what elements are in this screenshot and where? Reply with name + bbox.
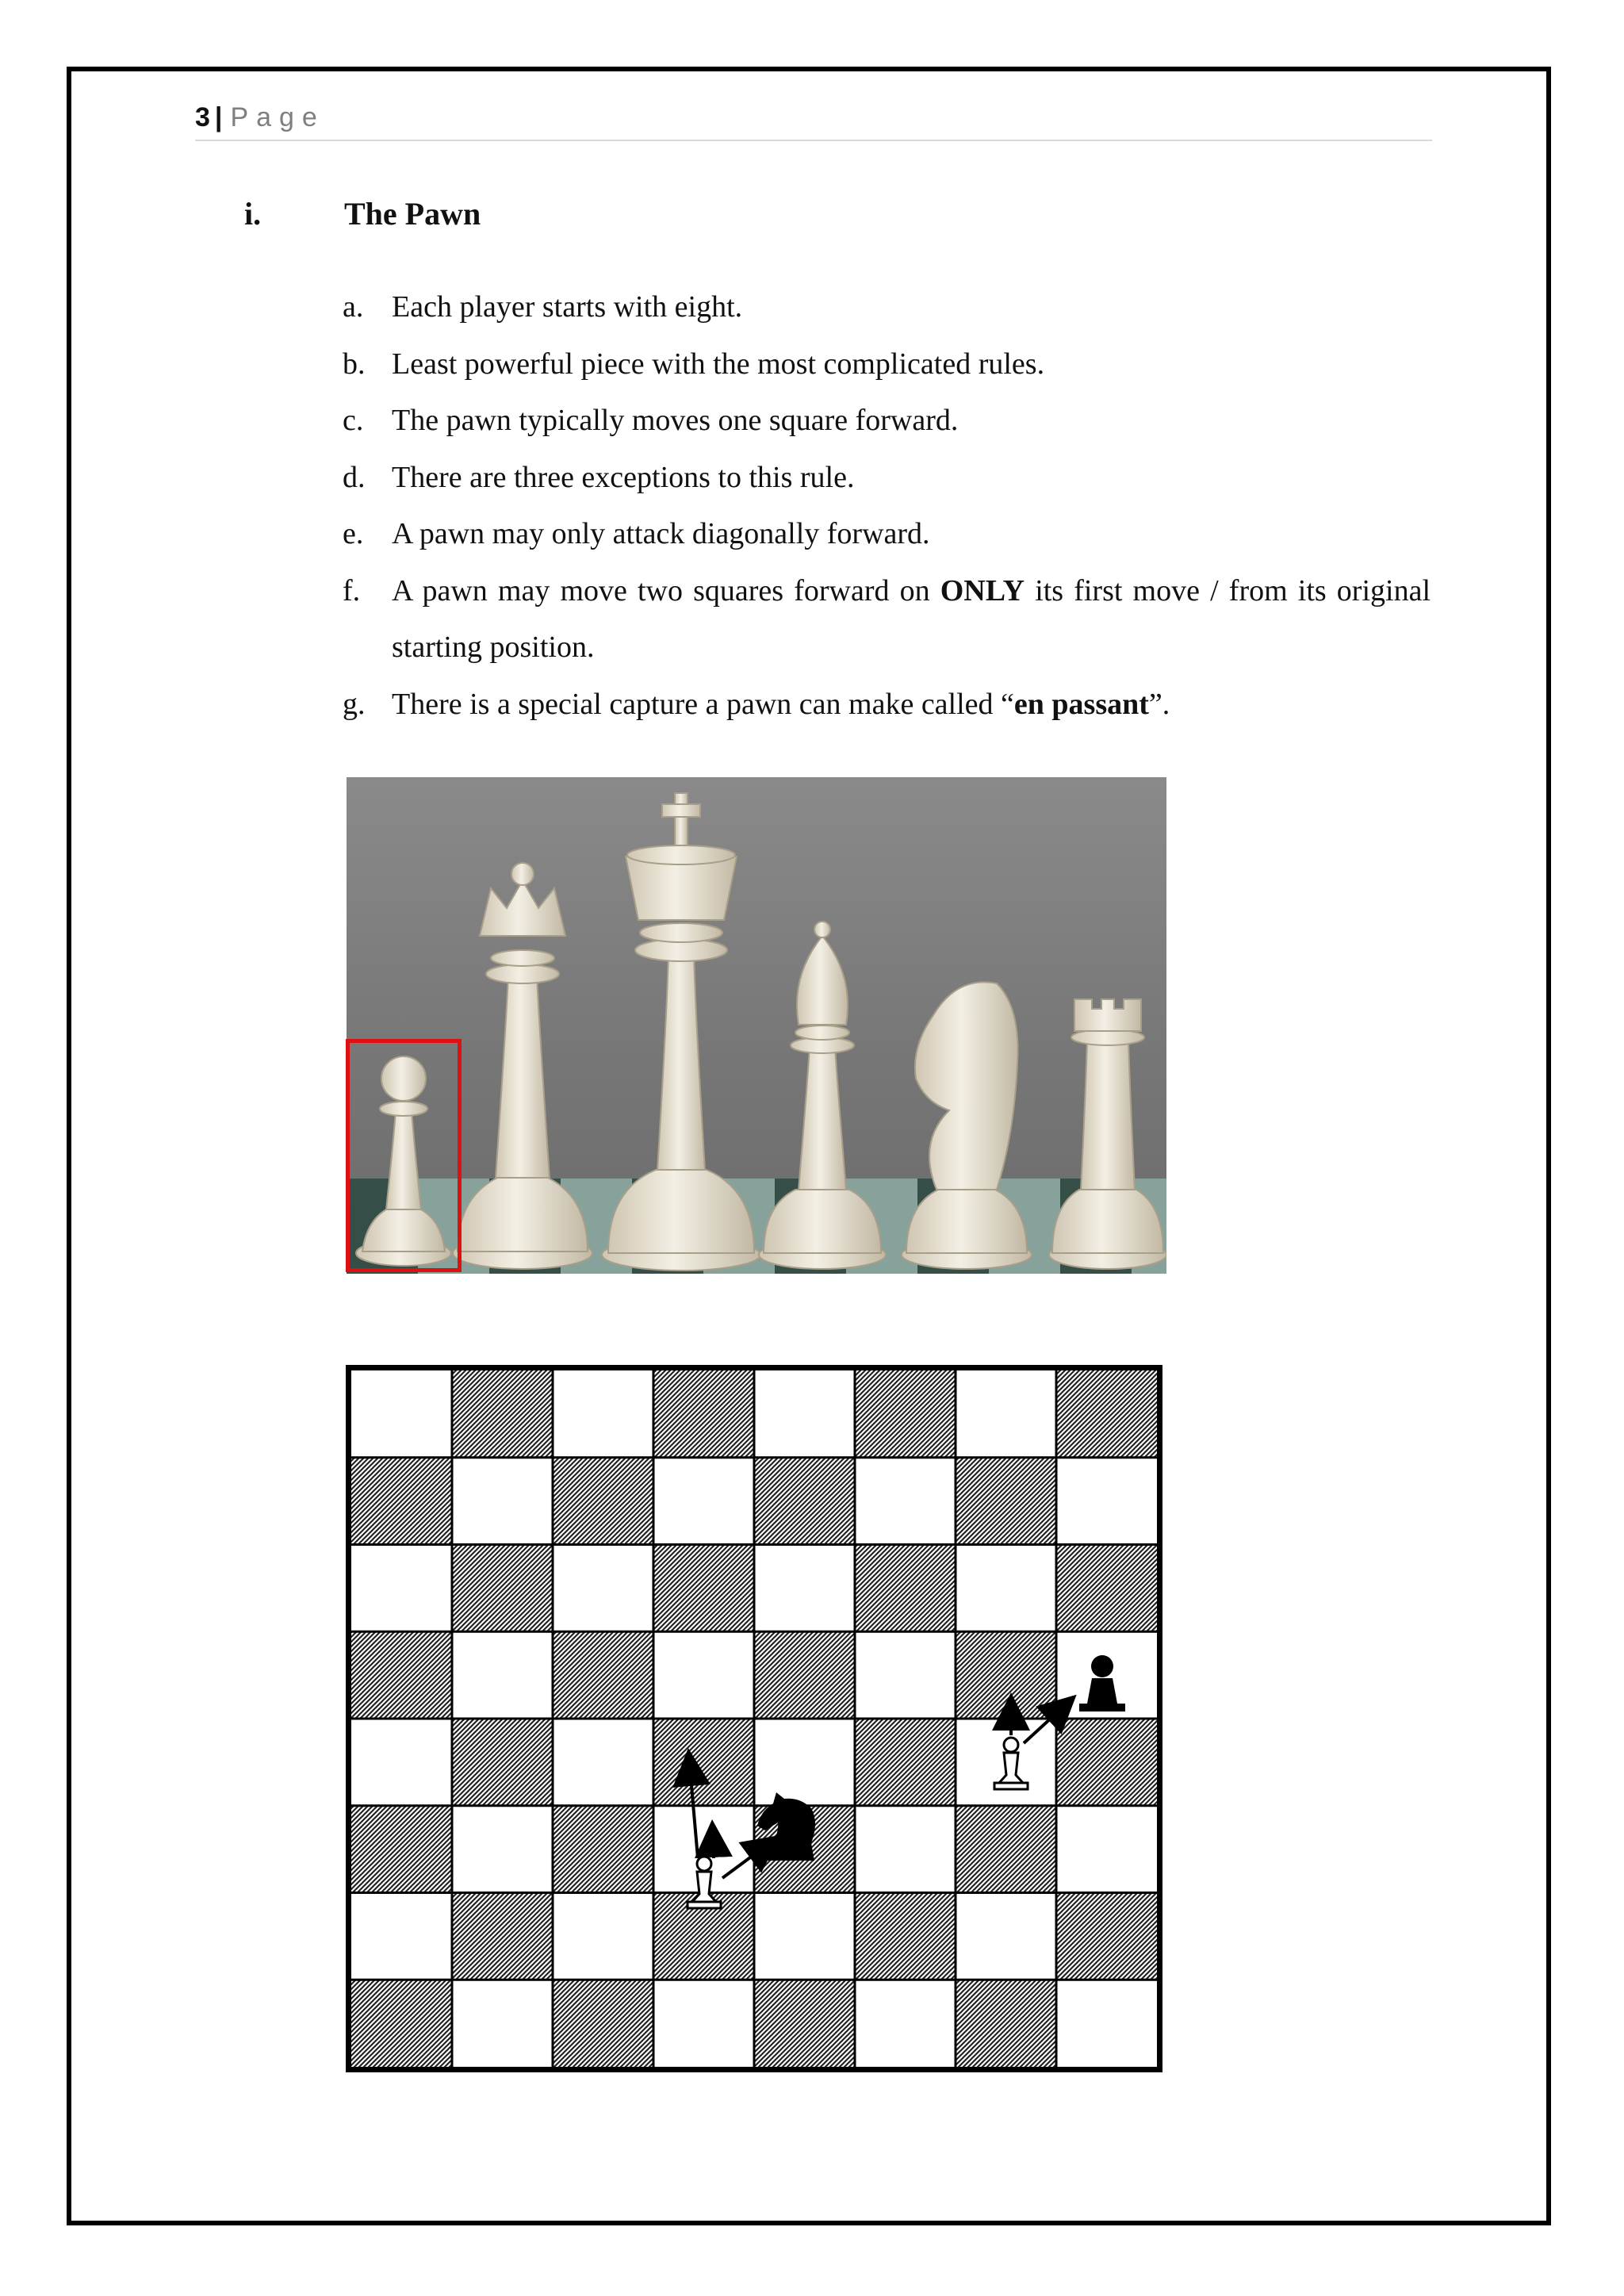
- board-square-light: [351, 1370, 452, 1458]
- board-square-dark: [553, 1806, 653, 1893]
- board-square-dark: [956, 1980, 1056, 2067]
- board-square-light: [855, 1806, 956, 1893]
- chess-diagram: [346, 1365, 1162, 2072]
- chess-board-svg: [351, 1370, 1157, 2067]
- pawn-highlight-box: [346, 1039, 462, 1272]
- board-square-dark: [553, 1458, 653, 1545]
- list-item: [343, 563, 1431, 677]
- list-text-pre: There is a special capture a pawn can make called “: [392, 687, 1014, 721]
- list-text: [392, 574, 1431, 665]
- board-square-dark: [754, 1631, 855, 1719]
- board-square-dark: [754, 1458, 855, 1545]
- board-square-light: [754, 1719, 855, 1806]
- board-square-dark: [1056, 1545, 1157, 1632]
- board-square-dark: [452, 1893, 553, 1980]
- board-square-light: [754, 1545, 855, 1632]
- board-square-light: [553, 1370, 653, 1458]
- board-square-light: [1056, 1458, 1157, 1545]
- pawn-rules-list: [343, 279, 1431, 733]
- board-square-dark: [351, 1458, 452, 1545]
- board-square-dark: [351, 1806, 452, 1893]
- list-text-bold: en passant: [1013, 687, 1149, 721]
- board-square-light: [956, 1545, 1056, 1632]
- board-square-light: [956, 1893, 1056, 1980]
- board-square-dark: [351, 1980, 452, 2067]
- rook-piece: [1049, 999, 1166, 1269]
- board-square-light: [553, 1545, 653, 1632]
- board-square-dark: [855, 1545, 956, 1632]
- list-text: Each player starts with eight.: [392, 290, 743, 324]
- board-square-dark: [855, 1719, 956, 1806]
- board-square-dark: [754, 1980, 855, 2067]
- list-text-pre: A pawn may move two squares forward on: [392, 573, 940, 608]
- bishop-piece: [759, 922, 886, 1269]
- board-square-dark: [653, 1370, 754, 1458]
- list-marker: e.: [343, 517, 364, 550]
- header-separator: |: [214, 102, 223, 132]
- list-text-post: ”.: [1148, 687, 1170, 721]
- section-numeral: i.: [244, 196, 262, 232]
- list-item: [343, 279, 1431, 336]
- list-text: The pawn typically moves one square forward.: [392, 404, 959, 437]
- section-title: The Pawn: [344, 196, 481, 232]
- board-square-dark: [452, 1370, 553, 1458]
- list-text: Least powerful piece with the most complicated rules.: [392, 347, 1045, 381]
- list-item: [343, 393, 1431, 450]
- board-square-dark: [653, 1719, 754, 1806]
- board-square-light: [754, 1370, 855, 1458]
- board-square-light: [653, 1458, 754, 1545]
- list-marker: b.: [343, 347, 366, 381]
- list-text: There are three exceptions to this rule.: [392, 460, 855, 494]
- page-word: Page: [230, 102, 325, 132]
- board-square-dark: [1056, 1893, 1157, 1980]
- board-square-dark: [855, 1370, 956, 1458]
- list-item: [343, 677, 1431, 734]
- list-marker: g.: [343, 687, 366, 721]
- board-square-light: [452, 1631, 553, 1719]
- board-square-dark: [553, 1631, 653, 1719]
- board-square-light: [653, 1631, 754, 1719]
- list-item: [343, 336, 1431, 393]
- board-square-dark: [553, 1980, 653, 2067]
- list-marker: f.: [343, 573, 361, 608]
- board-square-light: [351, 1545, 452, 1632]
- list-marker: a.: [343, 290, 364, 324]
- board-square-dark: [956, 1631, 1056, 1719]
- board-square-light: [754, 1893, 855, 1980]
- board-square-light: [653, 1980, 754, 2067]
- board-square-dark: [351, 1631, 452, 1719]
- chess-pieces-illustration: [347, 777, 1166, 1274]
- board-square-light: [452, 1458, 553, 1545]
- knight-piece: [902, 982, 1032, 1269]
- list-item: [343, 506, 1431, 563]
- board-square-light: [452, 1980, 553, 2067]
- list-text-bold: ONLY: [940, 573, 1025, 608]
- board-square-dark: [452, 1545, 553, 1632]
- chess-pieces-photo: [347, 777, 1166, 1274]
- list-text: [392, 688, 1170, 721]
- board-square-light: [1056, 1980, 1157, 2067]
- board-square-light: [956, 1370, 1056, 1458]
- board-square-light: [351, 1719, 452, 1806]
- list-text: A pawn may only attack diagonally forward.: [392, 517, 930, 550]
- arrow-one-square-move: [713, 1838, 714, 1858]
- king-piece: [602, 793, 760, 1271]
- board-square-light: [855, 1458, 956, 1545]
- board-square-dark: [956, 1806, 1056, 1893]
- board-square-light: [855, 1631, 956, 1719]
- list-item: [343, 450, 1431, 507]
- board-square-light: [1056, 1806, 1157, 1893]
- board-square-dark: [956, 1458, 1056, 1545]
- list-text-post: its first move / from its original starting position.: [392, 573, 1431, 664]
- board-square-dark: [1056, 1719, 1157, 1806]
- board-square-light: [452, 1806, 553, 1893]
- board-square-light: [351, 1893, 452, 1980]
- board-square-light: [855, 1980, 956, 2067]
- board-square-dark: [1056, 1370, 1157, 1458]
- list-marker: d.: [343, 460, 366, 494]
- queen-piece: [453, 863, 592, 1269]
- board-square-dark: [855, 1893, 956, 1980]
- board-square-light: [553, 1893, 653, 1980]
- board-square-dark: [653, 1545, 754, 1632]
- page-number: 3: [195, 102, 210, 132]
- list-marker: c.: [343, 404, 364, 437]
- page-header: [195, 98, 1432, 141]
- board-square-dark: [452, 1719, 553, 1806]
- board-square-light: [553, 1719, 653, 1806]
